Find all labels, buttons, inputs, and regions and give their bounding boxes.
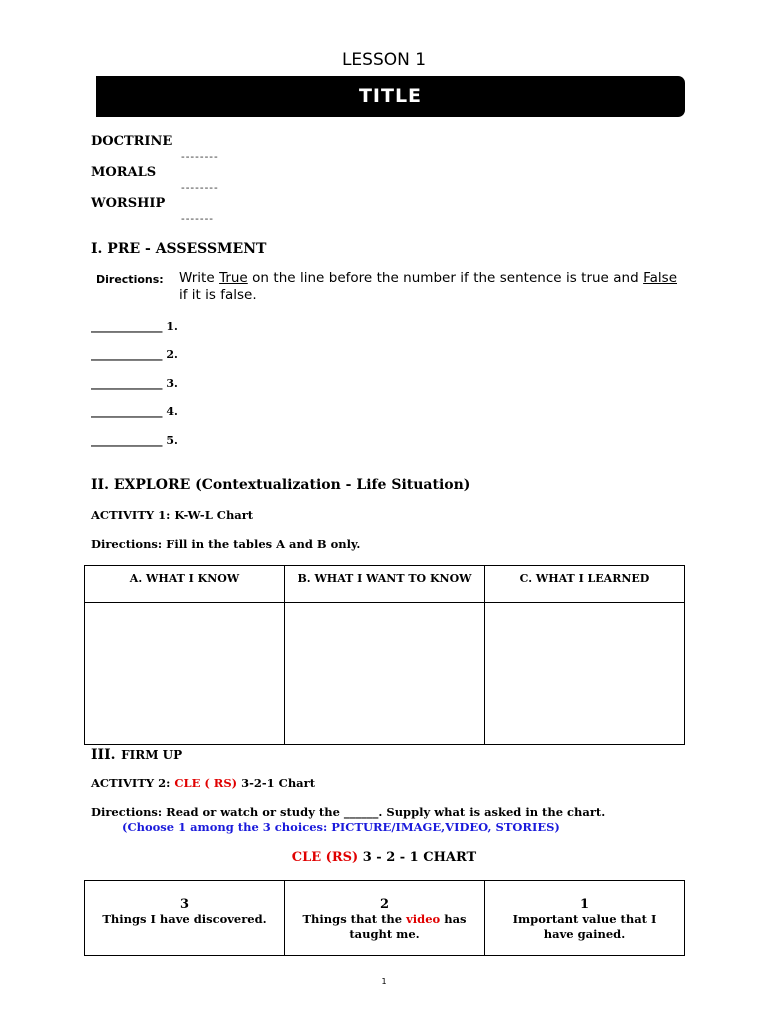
chart-321-cell-1[interactable]: 1 Important value that I have gained. bbox=[485, 881, 685, 956]
answer-line-3[interactable]: _____________ 3. bbox=[91, 377, 178, 390]
firm-up-title: FIRM UP bbox=[121, 748, 183, 762]
title-banner bbox=[96, 76, 685, 117]
topic-morals-label: MORALS bbox=[91, 165, 157, 180]
activity-1-label: ACTIVITY 1: K-W-L Chart bbox=[91, 508, 254, 522]
firm-up-numeral: III. bbox=[91, 747, 116, 763]
chart-321-title: CLE (RS) 3 - 2 - 1 CHART bbox=[291, 850, 477, 865]
pre-assessment-directions: Write True on the line before the number if the sentence is true and False if it is false. bbox=[179, 270, 677, 303]
answer-line-2[interactable]: _____________ 2. bbox=[91, 348, 178, 361]
topic-doctrine-label: DOCTRINE bbox=[91, 134, 173, 149]
true-word: True bbox=[219, 270, 248, 286]
kwl-chart bbox=[84, 565, 685, 745]
lesson-number: LESSON 1 bbox=[341, 50, 427, 70]
activity-1-directions: Directions: Fill in the tables A and B only. bbox=[91, 537, 361, 551]
activity-2-label: ACTIVITY 2: CLE ( RS) 3-2-1 Chart bbox=[91, 776, 316, 790]
topic-worship-label: WORSHIP bbox=[91, 196, 166, 211]
kwl-cell-learned[interactable] bbox=[485, 603, 685, 745]
chart-321-cell-2[interactable]: 2 Things that the video has taught me. bbox=[285, 881, 485, 956]
page-number: 1 bbox=[381, 977, 387, 986]
topic-morals-line: -------- bbox=[181, 181, 219, 194]
kwl-cell-want[interactable] bbox=[285, 603, 485, 745]
firm-up-heading bbox=[91, 744, 182, 763]
chart-321-cell-3[interactable]: 3 Things I have discovered. bbox=[85, 881, 285, 956]
kwl-header-know: A. WHAT I KNOW bbox=[85, 566, 285, 603]
false-word: False bbox=[643, 270, 677, 286]
lesson-title: TITLE bbox=[358, 85, 423, 107]
pre-assessment-heading: I. PRE - ASSESSMENT bbox=[91, 241, 267, 257]
activity-2-choices: (Choose 1 among the 3 choices: PICTURE/IMAGE,VIDEO, STORIES) bbox=[122, 820, 560, 834]
directions-label: Directions: bbox=[96, 273, 164, 286]
topic-doctrine-line: -------- bbox=[181, 150, 219, 163]
activity-2-directions: Directions: Read or watch or study the ______. Supply what is asked in the chart. bbox=[91, 805, 606, 819]
chart-321 bbox=[84, 880, 685, 956]
kwl-header-learned: C. WHAT I LEARNED bbox=[485, 566, 685, 603]
explore-heading: II. EXPLORE (Contextualization - Life Situation) bbox=[91, 477, 471, 493]
topic-worship-line: ------- bbox=[181, 212, 215, 225]
answer-line-5[interactable]: _____________ 5. bbox=[91, 434, 178, 447]
answer-line-1[interactable]: _____________ 1. bbox=[91, 320, 178, 333]
answer-line-4[interactable]: _____________ 4. bbox=[91, 405, 178, 418]
kwl-cell-know[interactable] bbox=[85, 603, 285, 745]
kwl-header-want: B. WHAT I WANT TO KNOW bbox=[285, 566, 485, 603]
